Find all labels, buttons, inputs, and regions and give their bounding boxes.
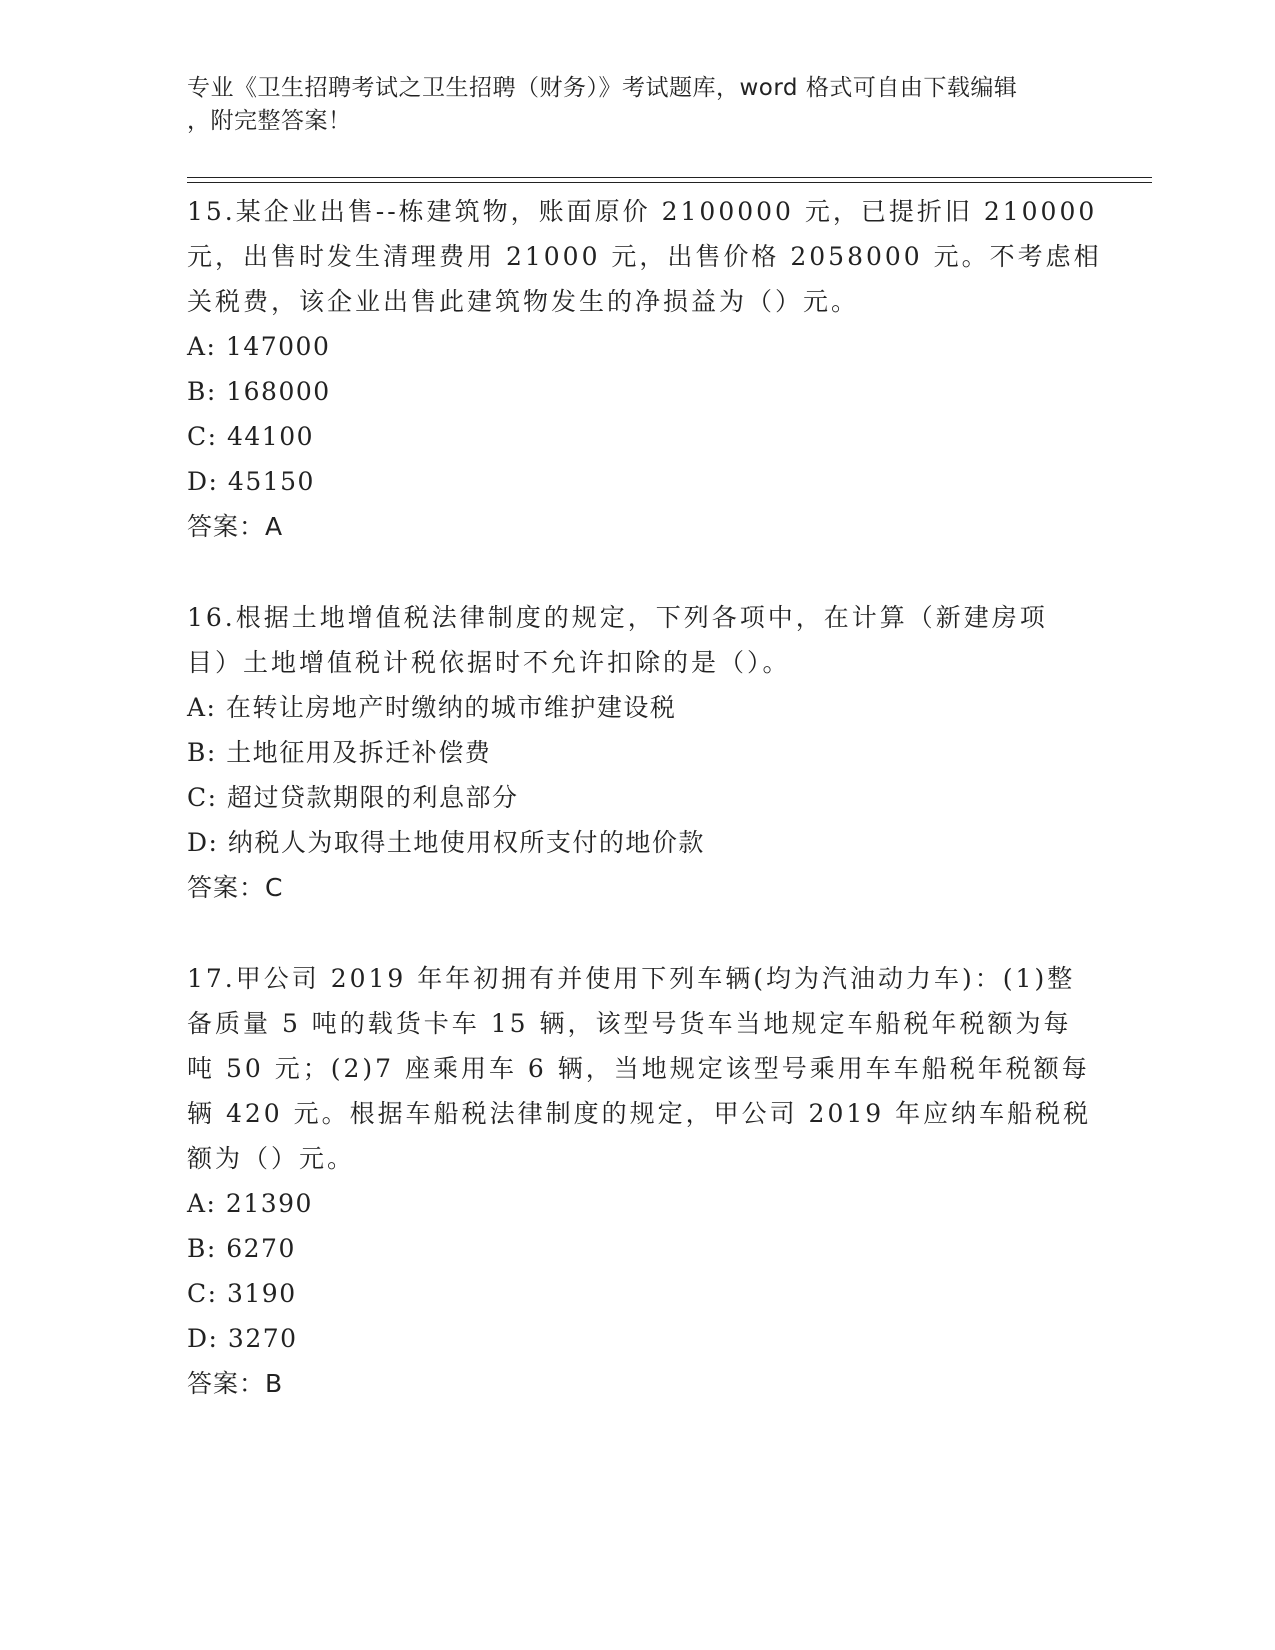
question-list xyxy=(187,189,1102,1452)
option-c: C: 超过贷款期限的利息部分 xyxy=(187,783,519,812)
option-a: A: 147000 xyxy=(187,332,331,361)
question-text-line: 15.某企业出售--栋建筑物，账面原价 2100000 元，已提折旧 210000 xyxy=(187,197,1098,226)
question-text-line: 额为（）元。 xyxy=(187,1144,356,1173)
question-17 xyxy=(187,956,1092,1406)
answer: 答案：B xyxy=(187,1369,284,1398)
question-text-line: 备质量 5 吨的载货卡车 15 辆，该型号货车当地规定车船税年税额为每 xyxy=(187,1009,1072,1038)
header-line: 专业《卫生招聘考试之卫生招聘（财务）》考试题库，word 格式可自由下载编辑 xyxy=(187,75,1018,101)
question-text-line: 目）土地增值税计税依据时不允许扣除的是（）。 xyxy=(187,648,791,677)
answer: 答案：A xyxy=(187,512,284,541)
header-line: ，附完整答案！ xyxy=(187,108,352,134)
question-16 xyxy=(187,595,1087,910)
answer: 答案：C xyxy=(187,873,284,902)
question-text-line: 元，出售时发生清理费用 21000 元，出售价格 2058000 元。不考虑相 xyxy=(187,242,1102,271)
option-d: D: 3270 xyxy=(187,1324,298,1353)
option-b: B: 6270 xyxy=(187,1234,296,1263)
option-c: C: 3190 xyxy=(187,1279,297,1308)
header-divider-top xyxy=(187,177,1152,178)
option-a: A: 21390 xyxy=(187,1189,313,1218)
question-15 xyxy=(187,189,1102,549)
question-text-line: 辆 420 元。根据车船税法律制度的规定，甲公司 2019 年应纳车船税税 xyxy=(187,1099,1092,1128)
option-b: B: 168000 xyxy=(187,377,331,406)
option-a: A: 在转让房地产时缴纳的城市维护建设税 xyxy=(187,693,677,722)
question-text-line: 16.根据土地增值税法律制度的规定，下列各项中，在计算（新建房项 xyxy=(187,603,1048,632)
header-divider-bottom xyxy=(187,182,1152,183)
option-c: C: 44100 xyxy=(187,422,315,451)
document-header xyxy=(187,72,1067,138)
question-text-line: 17.甲公司 2019 年年初拥有并使用下列车辆(均为汽油动力车)：(1)整 xyxy=(187,964,1076,993)
option-d: D: 纳税人为取得土地使用权所支付的地价款 xyxy=(187,828,705,857)
option-d: D: 45150 xyxy=(187,467,315,496)
question-text-line: 关税费，该企业出售此建筑物发生的净损益为（）元。 xyxy=(187,287,860,316)
option-b: B: 土地征用及拆迁补偿费 xyxy=(187,738,492,767)
question-text-line: 吨 50 元；(2)7 座乘用车 6 辆，当地规定该型号乘用车车船税年税额每 xyxy=(187,1054,1090,1083)
